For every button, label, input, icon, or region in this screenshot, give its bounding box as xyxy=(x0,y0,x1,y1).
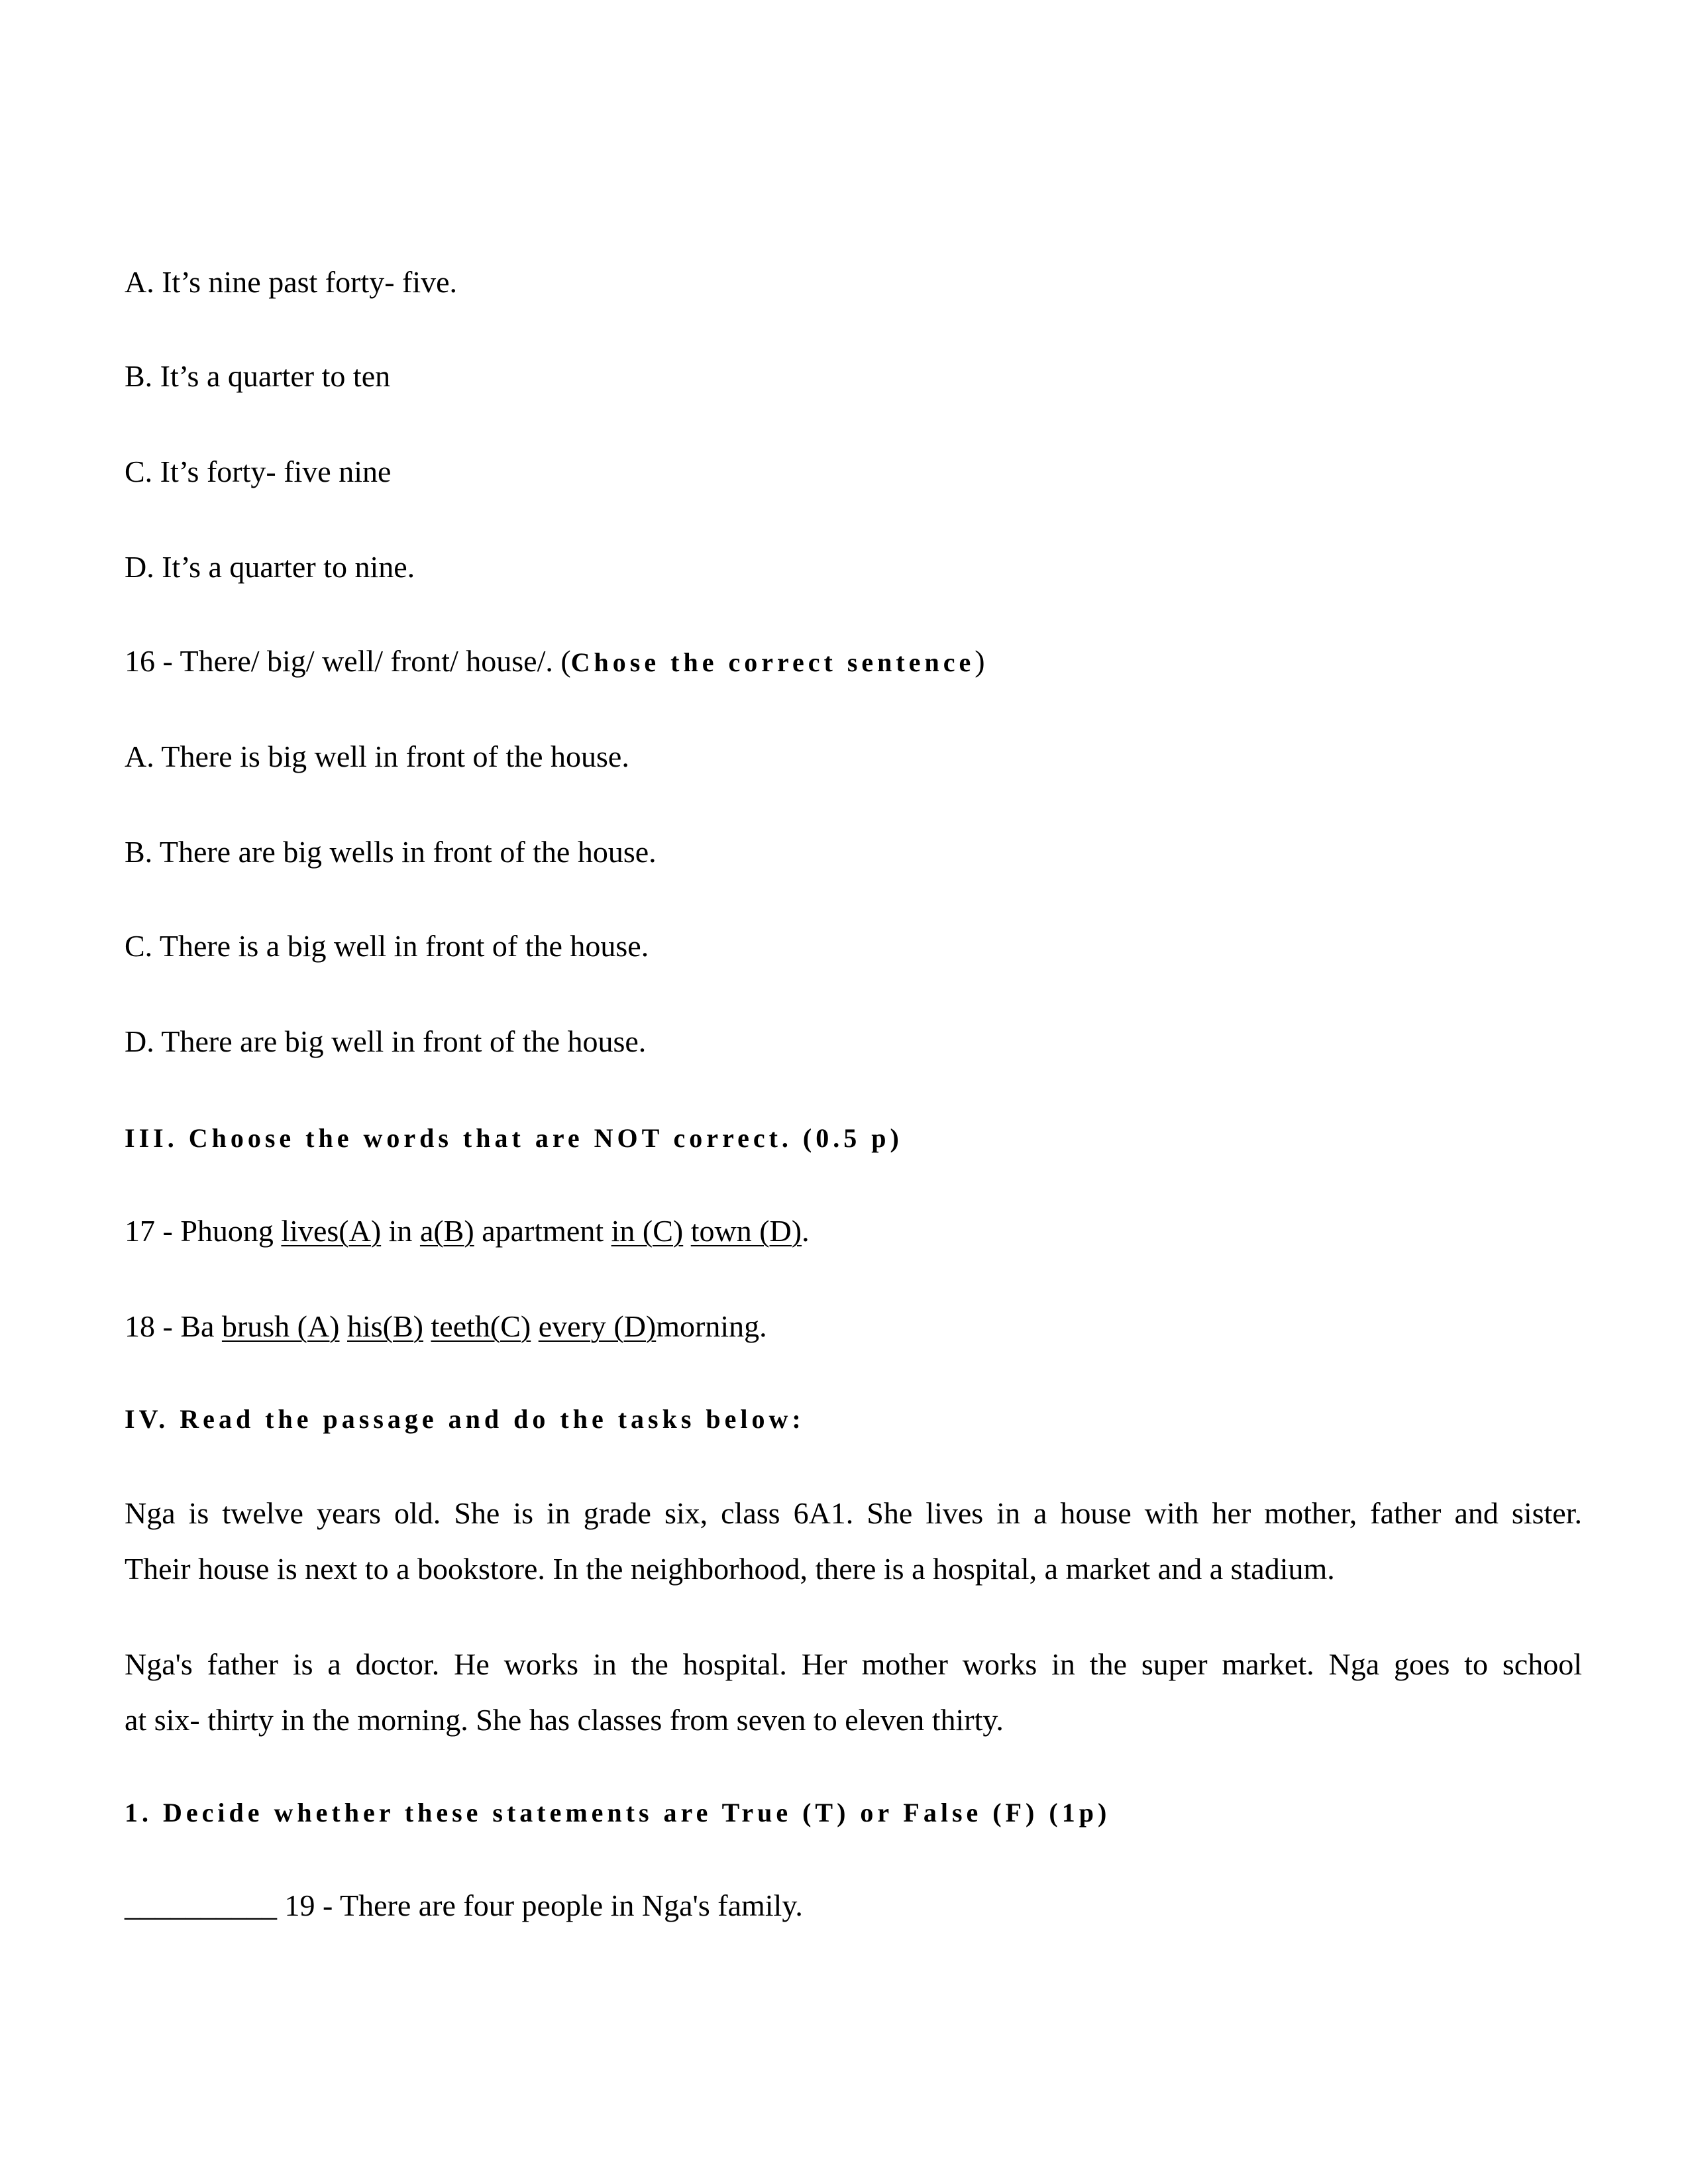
q18-text-1 xyxy=(340,1309,348,1343)
q16-stem-text: 16 - There/ big/ well/ front/ house/. ( xyxy=(125,644,571,678)
q17-sentence xyxy=(125,1213,810,1250)
passage-p2-line-1: Nga's father is a doctor. He works in the hospital. Her mother works in the super market. Nga goes to school xyxy=(125,1647,1582,1681)
q17-choice-c: in (C) xyxy=(611,1214,684,1248)
q18-sentence xyxy=(125,1308,767,1345)
q18-choice-d: every (D) xyxy=(538,1309,657,1343)
passage-p1-line-1: Nga is twelve years old. She is in grade six, class 6A1. She lives in a house with her mother, father and sister. xyxy=(125,1496,1582,1530)
section-3-heading: III. Choose the words that are NOT correct. (0.5 p) xyxy=(125,1123,903,1153)
q18-text-3 xyxy=(531,1309,539,1343)
q15-option-a: A. It’s nine past forty- five. xyxy=(125,265,458,299)
q18-choice-c: teeth(C) xyxy=(431,1309,531,1343)
q16-option-c: C. There is a big well in front of the house. xyxy=(125,929,649,963)
q17-choice-a: lives(A) xyxy=(281,1214,382,1248)
q15-option-b: B. It’s a quarter to ten xyxy=(125,359,391,393)
section-4-heading: IV. Read the passage and do the tasks below: xyxy=(125,1404,805,1434)
q19-text: 19 - There are four people in Nga's family. xyxy=(277,1888,803,1922)
q16-option-d: D. There are big well in front of the house. xyxy=(125,1024,647,1058)
passage-p2-line-2: at six- thirty in the morning. She has classes from seven to eleven thirty. xyxy=(125,1703,1004,1737)
q18-end: morning. xyxy=(656,1309,767,1343)
q17-text-3 xyxy=(683,1214,691,1248)
passage-paragraph-2 xyxy=(125,1637,1582,1748)
q16-option-a: A. There is big well in front of the house. xyxy=(125,739,629,773)
q16-instruction: Chose the correct sentence xyxy=(570,647,975,677)
q17-choice-d: town (D) xyxy=(690,1214,802,1248)
q17-choice-b: a(B) xyxy=(419,1214,474,1248)
task-1-heading: 1. Decide whether these statements are True (T) or False (F) (1p) xyxy=(125,1798,1111,1828)
q17-end: . xyxy=(802,1214,810,1248)
q16-option-b: B. There are big wells in front of the house. xyxy=(125,835,657,869)
q18-prefix: 18 - Ba xyxy=(125,1309,222,1343)
q18-choice-a: brush (A) xyxy=(221,1309,340,1343)
q17-text-2: apartment xyxy=(474,1214,611,1248)
q15-option-c: C. It’s forty- five nine xyxy=(125,455,392,488)
q17-prefix: 17 - Phuong xyxy=(125,1214,282,1248)
passage-p1-line-2: Their house is next to a bookstore. In the neighborhood, there is a hospital, a market and a stadium. xyxy=(125,1552,1335,1586)
q19-statement xyxy=(125,1887,803,1924)
q16-stem xyxy=(125,643,985,681)
q17-text-1: in xyxy=(381,1214,420,1248)
passage-paragraph-1 xyxy=(125,1486,1582,1597)
q15-option-d: D. It’s a quarter to nine. xyxy=(125,550,415,584)
q19-answer-blank[interactable]: __________ xyxy=(125,1888,277,1922)
q16-close-paren: ) xyxy=(975,644,985,678)
q18-text-2 xyxy=(423,1309,431,1343)
q18-choice-b: his(B) xyxy=(347,1309,423,1343)
